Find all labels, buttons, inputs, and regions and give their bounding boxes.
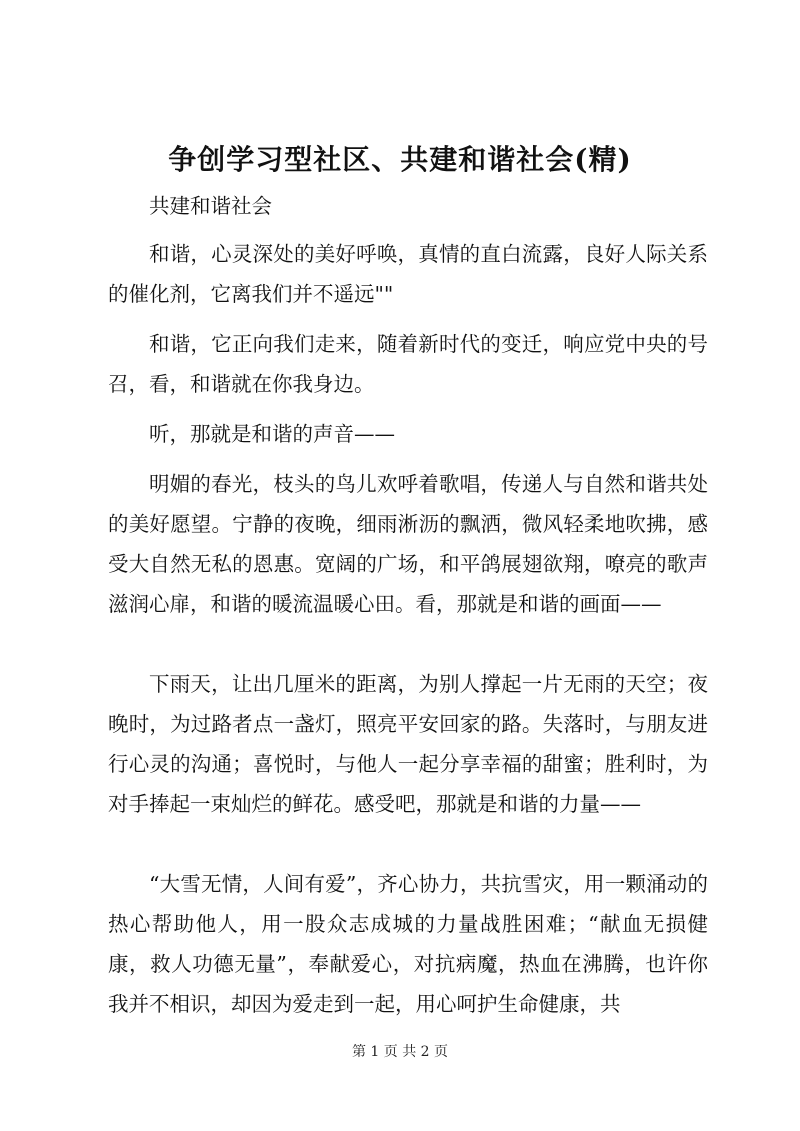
paragraph-subtitle: 共建和谐社会 [149, 194, 272, 218]
paragraph: 和谐，它正向我们走来，随着新时代的变迁，响应党中央的号召，看，和谐就在你我身边。 [108, 332, 708, 396]
paragraph: 和谐，心灵深处的美好呼唤，真情的直白流露，良好人际关系的催化剂，它离我们并不遥远"" [108, 242, 708, 306]
paragraph: “大雪无情，人间有爱”，齐心协力，共抗雪灾，用一颗涌动的热心帮助他人，用一股众志成城的力量战胜困难；“献血无损健康，救人功德无量”，奉献爱心，对抗病魔，热血在沸腾，也许你我并不相识，却因为爱走到一起，用心呵护生命健康，共 [108, 872, 708, 1016]
document-body [108, 186, 708, 1034]
paragraph: 听，那就是和谐的声音—— [149, 422, 395, 446]
paragraph: 明媚的春光，枝头的鸟儿欢呼着歌唱，传递人与自然和谐共处的美好愿望。宁静的夜晚，细雨淅沥的飘洒，微风轻柔地吹拂，感受大自然无私的恩惠。宽阔的广场，和平鸽展翅欲翔，嘹亮的歌声滋润心扉，和谐的暖流温暖心田。看，那就是和谐的画面—— [108, 472, 708, 616]
document-title: 争创学习型社区、共建和谐社会(精) [168, 143, 632, 176]
page-number-footer: 第 1 页 共 2 页 [351, 1044, 449, 1060]
paragraph: 下雨天，让出几厘米的距离，为别人撑起一片无雨的天空；夜晚时，为过路者点一盏灯，照亮平安回家的路。失落时，与朋友进行心灵的沟通；喜悦时，与他人一起分享幸福的甜蜜；胜利时，为对手捧起一束灿烂的鲜花。感受吧，那就是和谐的力量—— [108, 672, 708, 816]
